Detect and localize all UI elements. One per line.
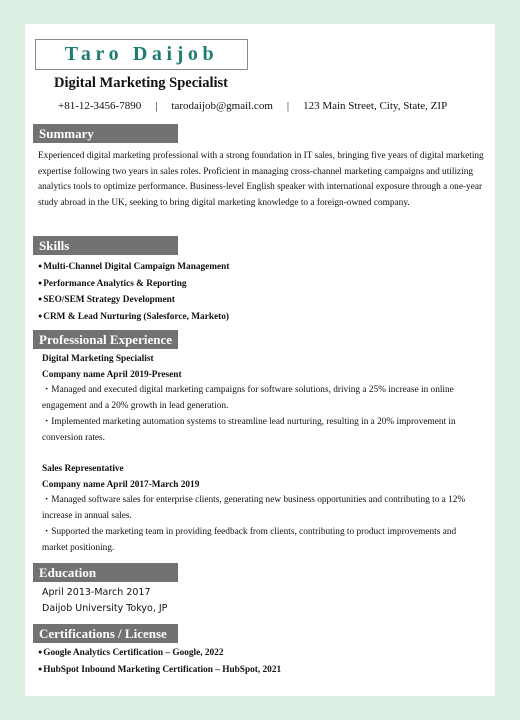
education-period: April 2013-March 2017 bbox=[42, 587, 151, 598]
resume-page bbox=[25, 24, 495, 696]
contact-email: tarodaijob@gmail.com bbox=[171, 100, 273, 112]
list-item: ・Supported the marketing team in providing feedback from clients, contributing to product improvements and market positioning. bbox=[42, 526, 457, 553]
contact-separator: | bbox=[155, 100, 158, 112]
name-box bbox=[35, 39, 248, 70]
list-item: ●Performance Analytics & Reporting bbox=[38, 278, 187, 289]
skills-heading: Skills bbox=[33, 236, 178, 255]
bullet-icon: ● bbox=[38, 648, 43, 656]
bullet-icon: ● bbox=[38, 664, 43, 673]
contact-line bbox=[58, 100, 447, 112]
skills-list bbox=[38, 259, 485, 326]
bullet-icon: ● bbox=[38, 312, 43, 321]
bullet-icon: ● bbox=[38, 295, 43, 304]
summary-text: Experienced digital marketing professional with a strong foundation in IT sales, bringing five years of digital marketing expertise following two years in sales roles. Proficient in managing cross-channel marketing campaigns and utilizing analytics tools to optimize performance. Business-level English speaker with international exposure through a one-year study abroad in the UK, seeking to bring digital marketing knowledge to a foreign-owned company. bbox=[38, 151, 484, 209]
certifications-list bbox=[38, 645, 485, 678]
certifications-heading: Certifications / License bbox=[33, 624, 178, 643]
list-item: ●Google Analytics Certification – Google, 2022 bbox=[38, 648, 224, 658]
education-school: Daijob University Tokyo, JP bbox=[42, 602, 168, 614]
list-item: ●Multi-Channel Digital Campaign Management bbox=[38, 262, 230, 272]
summary-heading: Summary bbox=[33, 124, 178, 143]
contact-address: 123 Main Street, City, State, ZIP bbox=[303, 100, 448, 112]
list-item: ・Implemented marketing automation systems to streamline lead nurturing, resulting in a 20% improvement in conversion rates. bbox=[42, 416, 456, 443]
list-item: ・Managed and executed digital marketing campaigns for software solutions, driving a 25% increase in online engagement and a 20% growth in lead generation. bbox=[42, 385, 454, 412]
bullet-icon: ● bbox=[38, 262, 43, 270]
list-item: ●CRM & Lead Nurturing (Salesforce, Marketo) bbox=[38, 312, 229, 323]
experience-role bbox=[42, 462, 482, 556]
role-company: Company name April 2017-March 2019 bbox=[42, 479, 200, 490]
contact-phone: +81-12-3456-7890 bbox=[58, 100, 142, 112]
candidate-name: Taro Daijob bbox=[64, 43, 219, 65]
bullet-icon: ● bbox=[38, 278, 43, 287]
list-item: ●SEO/SEM Strategy Development bbox=[38, 295, 175, 306]
role-company: Company name April 2019-Present bbox=[42, 369, 182, 380]
education-heading: Education bbox=[33, 563, 178, 582]
experience-heading: Professional Experience bbox=[33, 330, 178, 349]
list-item: ・Managed software sales for enterprise clients, generating new business opportunities and contributing to a 12% increase in annual sales. bbox=[42, 495, 466, 522]
role-title: Digital Marketing Specialist bbox=[42, 354, 154, 364]
list-item: ●HubSpot Inbound Marketing Certification – HubSpot, 2021 bbox=[38, 664, 282, 675]
job-title: Digital Marketing Specialist bbox=[54, 75, 228, 91]
role-title: Sales Representative bbox=[42, 464, 124, 474]
experience-role bbox=[42, 352, 482, 446]
education-details bbox=[42, 585, 167, 616]
contact-separator: | bbox=[286, 100, 290, 112]
